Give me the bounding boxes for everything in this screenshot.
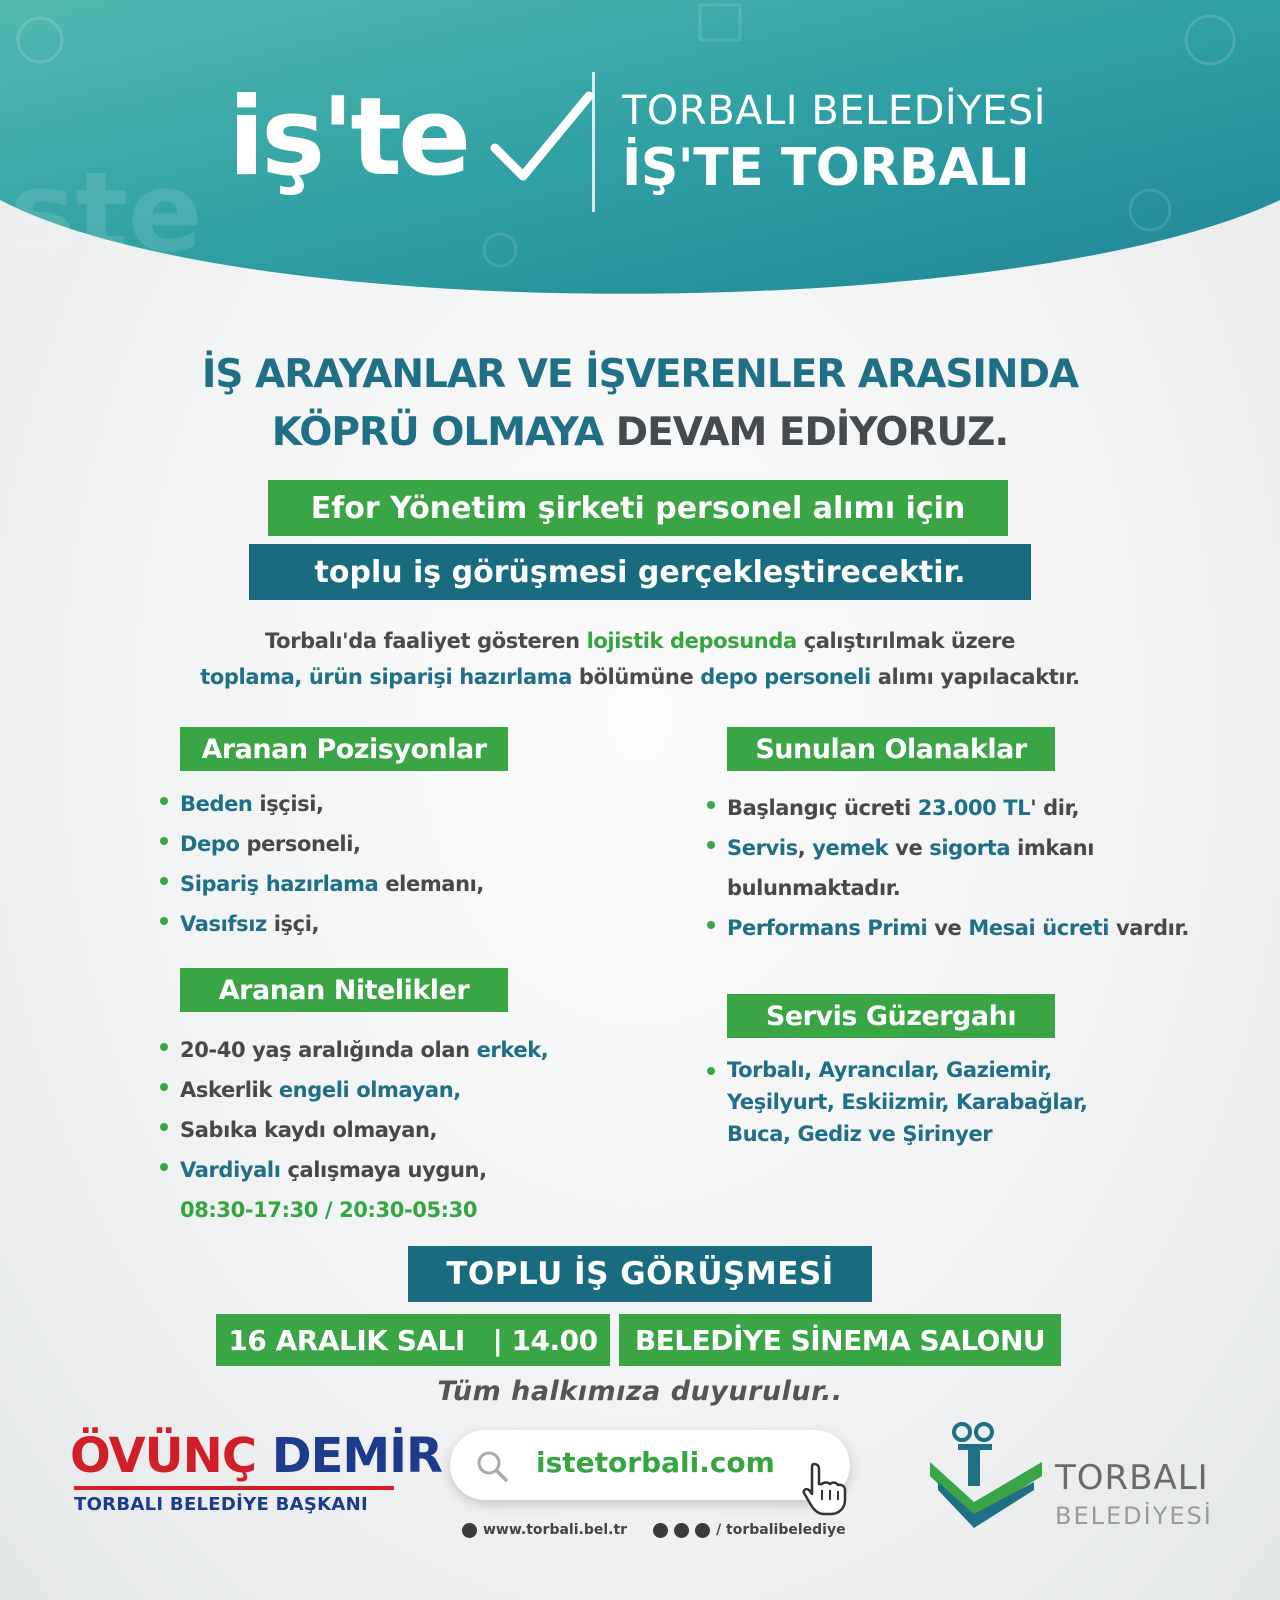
item-key: Beden	[180, 792, 253, 816]
item-text: Sabıka kaydı olmayan,	[180, 1118, 438, 1142]
item-text: 20-40 yaş aralığında olan	[180, 1038, 477, 1062]
checkmark-icon	[485, 88, 595, 188]
intro-text-3: bölümüne	[578, 665, 694, 689]
mayor-name-underline	[74, 1486, 394, 1490]
benefits-label: Sunulan Olanaklar	[727, 727, 1055, 771]
social-handle: / torbalibelediye	[716, 1522, 846, 1538]
list-item	[158, 1030, 548, 1070]
item-key: Depo	[180, 832, 240, 856]
twitter-icon[interactable]	[674, 1523, 689, 1538]
list-item	[158, 904, 484, 944]
item-text: bulunmaktadır.	[727, 876, 901, 900]
item-highlight: Servis	[727, 836, 798, 860]
list-item-continuation	[705, 868, 1189, 908]
item-highlight: Vardiyalı	[180, 1158, 281, 1182]
search-icon	[474, 1448, 510, 1484]
route-line-3: Buca, Gediz ve Şirinyer	[727, 1122, 993, 1146]
org-name: TORBALI BELEDİYESİ	[622, 88, 1047, 134]
mayor-role: TORBALI BELEDİYE BAŞKANI	[74, 1494, 368, 1515]
event-place-band: BELEDİYE SİNEMA SALONU	[619, 1314, 1061, 1366]
qualifications-list	[158, 1030, 548, 1230]
mayor-name	[70, 1428, 442, 1484]
list-item	[705, 1054, 1087, 1086]
intro-text-1: Torbalı'da faaliyet gösteren	[265, 629, 580, 653]
headline-line-2	[0, 410, 1280, 455]
item-rest: personeli,	[239, 832, 361, 856]
headline-line-2-b: DEVAM EDİYORUZ.	[615, 410, 1009, 455]
shift-hours-text: 08:30-17:30 / 20:30-05:30	[180, 1198, 478, 1222]
item-text: Askerlik	[180, 1078, 279, 1102]
intro-text-2: çalıştırılmak üzere	[803, 629, 1015, 653]
mayor-last-name: DEMİR	[271, 1428, 442, 1484]
website-url[interactable]: istetorbali.com	[536, 1446, 775, 1479]
route-line-2: Yeşilyurt, Eskiizmir, Karabağlar,	[727, 1090, 1088, 1114]
item-text: ve	[927, 916, 969, 940]
item-rest: elemanı,	[378, 872, 484, 896]
intro-highlight-tasks: toplama, ürün siparişi hazırlama	[200, 665, 572, 689]
intro-line-1	[0, 624, 1280, 658]
item-rest: işçisi,	[252, 792, 324, 816]
benefits-list	[705, 788, 1189, 948]
item-text: ' dir,	[1030, 796, 1080, 820]
list-item	[158, 1150, 548, 1190]
municipality-name: TORBALI	[1055, 1458, 1209, 1498]
headline-line-1: İŞ ARAYANLAR VE İŞVERENLER ARASINDA	[201, 352, 1079, 397]
list-item	[158, 824, 484, 864]
event-datetime-band	[216, 1314, 610, 1366]
event-date: 16 ARALIK SALI	[228, 1323, 465, 1357]
header-divider	[592, 72, 595, 212]
hand-cursor-icon	[800, 1460, 850, 1516]
announcement-band-2: toplu iş görüşmesi gerçekleştirecektir.	[249, 544, 1031, 600]
intro-text-4: alımı yapılacaktır.	[877, 665, 1080, 689]
list-item	[705, 828, 1189, 868]
list-item	[158, 1070, 548, 1110]
item-text: çalışmaya uygun,	[280, 1158, 487, 1182]
item-key: Sipariş hazırlama	[180, 872, 379, 896]
program-name: İŞ'TE TORBALI	[622, 138, 1030, 198]
item-text: ,	[797, 836, 813, 860]
salary-amount: 23.000 TL	[917, 796, 1031, 820]
list-item	[705, 788, 1189, 828]
route-list	[705, 1054, 1087, 1150]
svg-text:ste: ste	[10, 148, 203, 276]
intro-highlight-depot: lojistik deposunda	[586, 629, 797, 653]
website-search-box[interactable]	[450, 1430, 850, 1500]
list-item-continuation	[705, 1086, 1087, 1118]
item-highlight: Mesai ücreti	[968, 916, 1110, 940]
qualifications-label: Aranan Nitelikler	[180, 968, 508, 1012]
event-title-band: TOPLU İŞ GÖRÜŞMESİ	[408, 1246, 872, 1302]
list-item-continuation	[705, 1118, 1087, 1150]
municipality-subtitle: BELEDİYESİ	[1055, 1502, 1213, 1530]
route-label: Servis Güzergahı	[727, 994, 1055, 1038]
item-text: Başlangıç ücreti	[727, 796, 918, 820]
facebook-icon[interactable]	[653, 1523, 668, 1538]
intro-highlight-position: depo personeli	[700, 665, 871, 689]
intro-line-2	[0, 660, 1280, 694]
item-rest: işçi,	[266, 912, 320, 936]
item-text: vardır.	[1109, 916, 1189, 940]
mayor-first-name: ÖVÜNÇ	[70, 1428, 257, 1484]
item-key: Vasıfsız	[180, 912, 267, 936]
item-highlight: yemek	[812, 836, 889, 860]
header-banner	[0, 0, 1280, 310]
list-item	[158, 784, 484, 824]
item-highlight: erkek,	[476, 1038, 549, 1062]
item-highlight: Performans Primi	[727, 916, 928, 940]
positions-label: Aranan Pozisyonlar	[180, 727, 508, 771]
positions-list	[158, 784, 484, 944]
item-highlight: engeli olmayan,	[278, 1078, 461, 1102]
social-links	[462, 1522, 846, 1538]
headline-line-2-a: KÖPRÜ OLMAYA	[271, 410, 604, 455]
list-item	[158, 1110, 548, 1150]
item-highlight: sigorta	[929, 836, 1011, 860]
announcement-band-1: Efor Yönetim şirketi personel alımı için	[268, 480, 1008, 536]
item-text: ve	[888, 836, 930, 860]
list-item	[705, 908, 1189, 948]
route-line-1: Torbalı, Ayrancılar, Gaziemir,	[727, 1058, 1052, 1082]
municipality-website[interactable]: www.torbali.bel.tr	[483, 1522, 628, 1538]
iste-logo-text: iş'te	[228, 75, 468, 200]
item-text: imkanı	[1010, 836, 1095, 860]
globe-icon	[462, 1523, 477, 1538]
instagram-icon[interactable]	[695, 1523, 710, 1538]
public-notice: Tüm halkımıza duyurulur..	[437, 1376, 843, 1407]
list-item	[158, 864, 484, 904]
shift-hours	[158, 1190, 548, 1230]
event-time: | 14.00	[492, 1323, 598, 1357]
